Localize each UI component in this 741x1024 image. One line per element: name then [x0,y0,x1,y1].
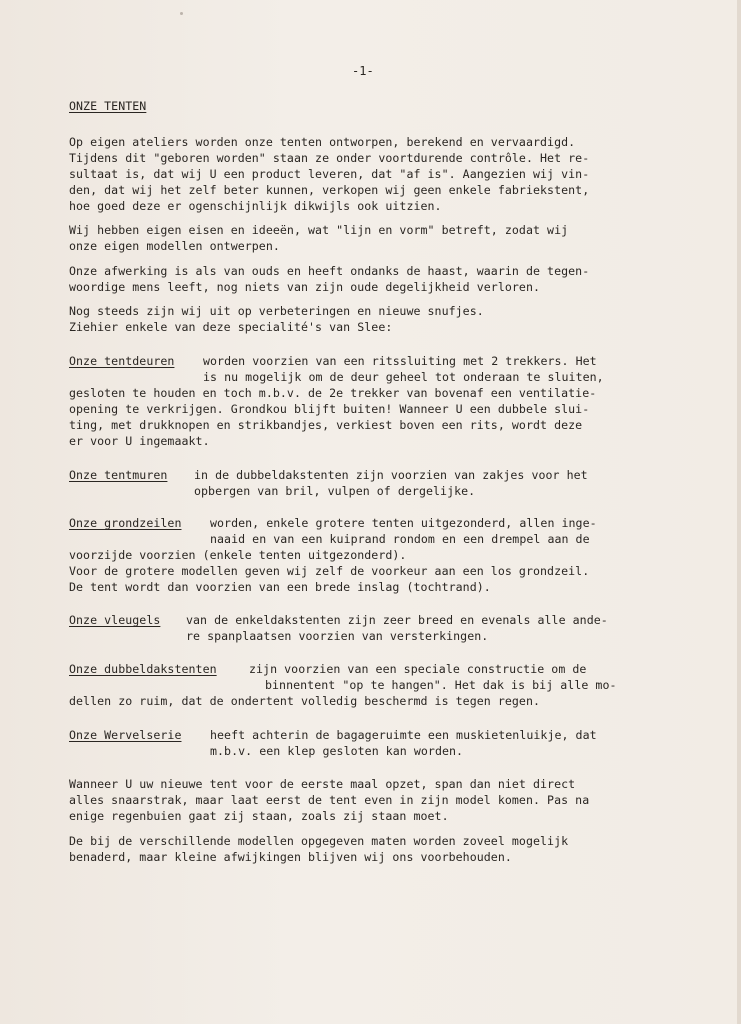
maten-line: benaderd, maar kleine afwijkingen blijven wij ons voorbehouden. [69,850,512,864]
vleugels-label: Onze vleugels [69,613,161,627]
wervelserie-line: m.b.v. een klep gesloten kan worden. [210,744,464,758]
grondzeilen-line: De tent wordt dan voorzien van een brede inslag (tochtrand). [69,580,491,594]
tentdeuren-line: gesloten te houden en toch m.b.v. de 2e trekker van bovenaf een ventilatie- [69,386,597,400]
grondzeilen-line: naaid en van een kuiprand rondom en een drempel aan de [210,532,590,546]
para4-line: Nog steeds zijn wij uit op verbeteringen en nieuwe snufjes. [69,304,484,318]
opzet-line: enige regenbuien gaat zij staan, zoals zij staan moet. [69,809,449,823]
vleugels-line: re spanplaatsen voorzien van versterkingen. [186,629,489,643]
tentdeuren-label: Onze tentdeuren [69,354,175,368]
opzet-line: Wanneer U uw nieuwe tent voor de eerste maal opzet, span dan niet direct [69,777,576,791]
para4-line: Ziehier enkele van deze specialité's van Slee: [69,320,393,334]
page-edge [737,0,741,1024]
grondzeilen-line: Voor de grotere modellen geven wij zelf de voorkeur aan een los grondzeil. [69,564,590,578]
heading: ONZE TENTEN [69,99,147,113]
page-number: -1- [352,64,374,78]
para2-line: onze eigen modellen ontwerpen. [69,239,280,253]
wervelserie-line: heeft achterin de bagageruimte een muskietenluikje, dat [210,728,597,742]
dubbeldakstenten-line: binnentent "op te hangen". Het dak is bij alle mo- [265,678,617,692]
paper-speck [180,12,183,15]
intro-line: Op eigen ateliers worden onze tenten ontworpen, berekend en vervaardigd. [69,135,576,149]
dubbeldakstenten-label: Onze dubbeldakstenten [69,662,217,676]
para2-line: Wij hebben eigen eisen en ideeën, wat "lijn en vorm" betreft, zodat wij [69,223,569,237]
tentdeuren-line: worden voorzien van een ritssluiting met 2 trekkers. Het [203,354,597,368]
para3-line: Onze afwerking is als van ouds en heeft ondanks de haast, waarin de tegen- [69,264,590,278]
grondzeilen-line: worden, enkele grotere tenten uitgezonderd, allen inge- [210,516,597,530]
wervelserie-label: Onze Wervelserie [69,728,182,742]
tentdeuren-line: er voor U ingemaakt. [69,434,210,448]
intro-line: hoe goed deze er ogenschijnlijk dikwijls ook uitzien. [69,199,442,213]
tentmuren-line: in de dubbeldakstenten zijn voorzien van zakjes voor het [194,468,588,482]
vleugels-line: van de enkeldakstenten zijn zeer breed en evenals alle ande- [186,613,608,627]
grondzeilen-line: voorzijde voorzien (enkele tenten uitgezonderd). [69,548,407,562]
tentmuren-label: Onze tentmuren [69,468,168,482]
intro-line: den, dat wij het zelf beter kunnen, verkopen wij geen enkele fabriekstent, [69,183,590,197]
intro-line: Tijdens dit "geboren worden" staan ze onder voortdurende contrôle. Het re- [69,151,590,165]
maten-line: De bij de verschillende modellen opgegeven maten worden zoveel mogelijk [69,834,569,848]
intro-line: sultaat is, dat wij U een product leveren, dat "af is". Aangezien wij vin- [69,167,590,181]
grondzeilen-label: Onze grondzeilen [69,516,182,530]
tentdeuren-line: opening te verkrijgen. Grondkou blijft buiten! Wanneer U een dubbele slui- [69,402,590,416]
tentdeuren-line: is nu mogelijk om de deur geheel tot onderaan te sluiten, [203,370,604,384]
tentdeuren-line: ting, met drukknopen en strikbandjes, verkiest boven een rits, wordt deze [69,418,583,432]
para3-line: woordige mens leeft, nog niets van zijn oude degelijkheid verloren. [69,280,541,294]
dubbeldakstenten-line: dellen zo ruim, dat de ondertent volledig beschermd is tegen regen. [69,694,541,708]
tentmuren-line: opbergen van bril, vulpen of dergelijke. [194,484,476,498]
opzet-line: alles snaarstrak, maar laat eerst de tent even in zijn model komen. Pas na [69,793,590,807]
dubbeldakstenten-line: zijn voorzien van een speciale constructie om de [249,662,587,676]
